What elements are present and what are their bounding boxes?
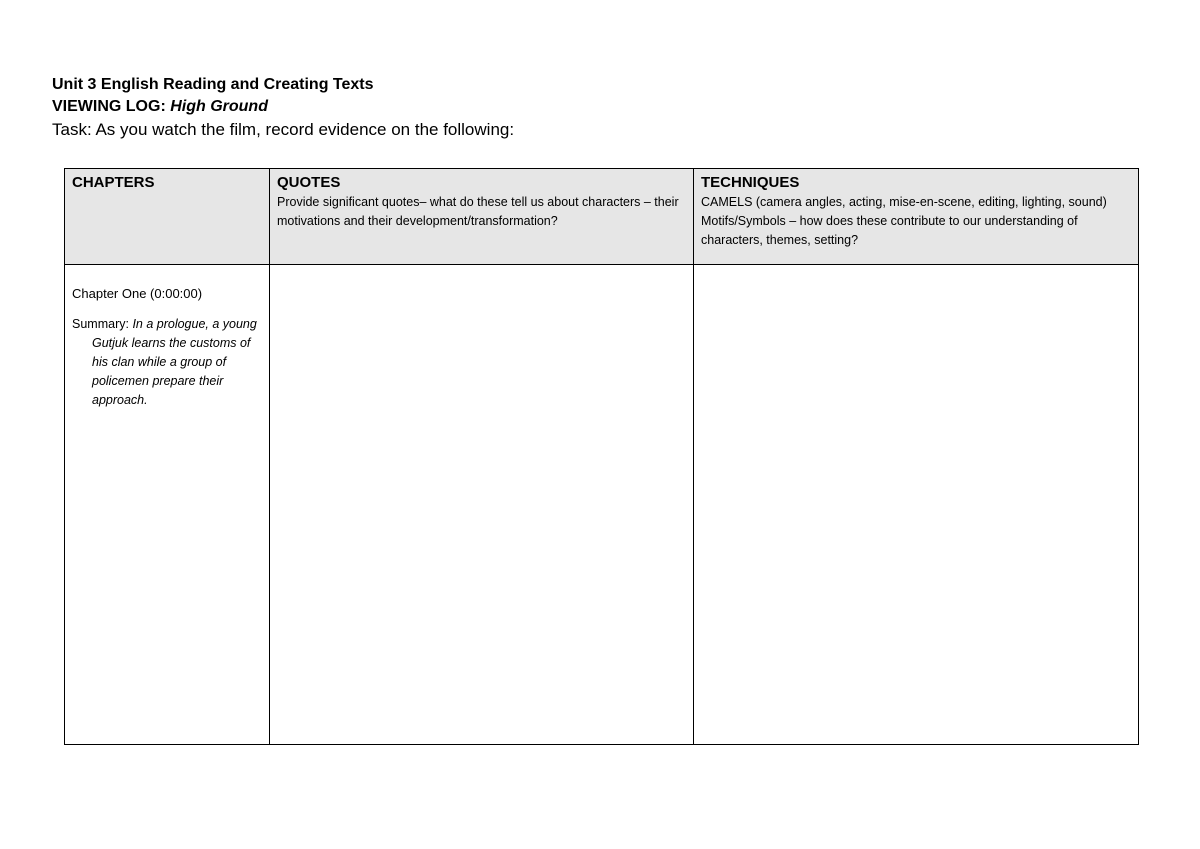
table-header-row — [65, 169, 1139, 265]
column-description: Provide significant quotes– what do these tell us about characters – their motivations and their development/transformation? — [277, 195, 679, 228]
summary-label: Summary: — [72, 317, 133, 331]
column-description: CAMELS (camera angles, acting, mise-en-scene, editing, lighting, sound) Motifs/Symbols – how does these contribute to our understanding of characters, themes, setting? — [701, 195, 1107, 247]
quotes-entry[interactable] — [270, 265, 693, 305]
techniques-cell[interactable] — [694, 265, 1139, 745]
quotes-cell[interactable] — [270, 265, 694, 745]
column-title: TECHNIQUES — [701, 174, 800, 191]
column-title: QUOTES — [277, 174, 341, 191]
column-header-chapters — [65, 169, 270, 265]
column-header-quotes — [270, 169, 694, 265]
chapter-cell — [65, 265, 270, 745]
table-row — [65, 265, 1139, 745]
column-header-techniques — [694, 169, 1139, 265]
viewing-log-table — [64, 168, 1139, 745]
techniques-entry[interactable] — [694, 265, 1138, 305]
unit-title: Unit 3 English Reading and Creating Texts — [52, 76, 374, 93]
summary-text: In a prologue, a young Gutjuk learns the customs of his clan while a group of policemen prepare their approach. — [92, 317, 257, 407]
chapter-summary — [72, 315, 262, 410]
viewing-log-label: VIEWING LOG: — [52, 98, 171, 115]
column-title: CHAPTERS — [72, 174, 155, 191]
document-header — [52, 74, 514, 142]
film-title: High Ground — [170, 98, 268, 115]
chapter-title: Chapter One (0:00:00) — [72, 286, 203, 301]
viewing-log-title — [52, 96, 514, 118]
task-instruction: Task: As you watch the film, record evidence on the following: — [52, 120, 515, 139]
